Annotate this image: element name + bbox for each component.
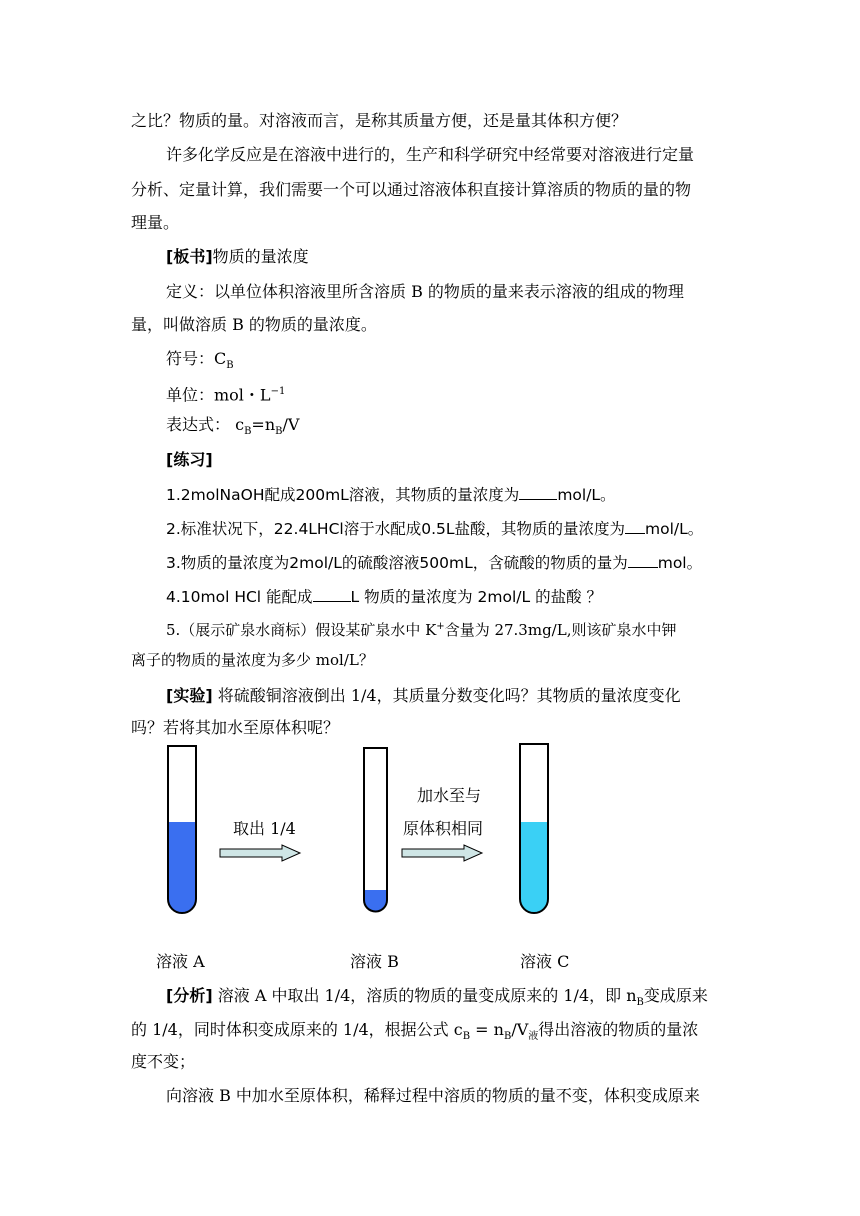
expr-sub: B [244,426,252,438]
expr-end: /V [282,415,300,434]
analysis-sub: B [462,1031,471,1043]
question-text: 3.物质的量浓度为2mol/L的硫酸溶液500mL，含硫酸的物质的量为 [166,554,628,572]
practice-tag: [练习] [166,450,213,469]
test-tube-b [364,748,387,912]
text-line: 之比？物质的量。对溶液而言，是称其质量方便，还是量其体积方便？ [131,111,628,130]
text-line: 定义：以单位体积溶液里所含溶质 B 的物质的量来表示溶液的组成的物理 [166,282,684,301]
symbol-sub: B [226,360,234,372]
tube-c-label: 溶液 C [520,952,570,971]
unit-label: 单位：mol・L [166,385,271,405]
question-text: 5.（展示矿泉水商标）假设某矿泉水中 K [166,621,437,639]
tube-a-liquid [168,822,196,913]
tube-b-label: 溶液 B [350,952,399,971]
text-line: 量，叫做溶质 B 的物质的量浓度。 [131,315,377,334]
question-text: mol。 [657,554,703,572]
experiment-tag: [实验] [166,686,213,705]
analysis-tag: [分析] [166,986,213,1005]
text-line: 理量。 [131,213,180,232]
text-line: 分析、定量计算，我们需要一个可以通过溶液体积直接计算溶质的物质的量的物 [131,180,692,199]
question-text: 4.10mol HCl 能配成 [166,588,313,606]
question-text: mol/L。 [557,486,616,504]
test-tube-a [168,746,196,913]
question-sup: + [436,621,445,632]
text-line: 离子的物质的量浓度为多少 mol/L？ [131,651,374,669]
text-line: 许多化学反应是在溶液中进行的，生产和科学研究中经常要对溶液进行定量 [166,145,695,164]
analysis-line [166,986,708,1013]
analysis-text: 得出溶液的物质的量浓 [538,1020,699,1039]
expr-sub: B [275,426,283,438]
question-text: L 物质的量浓度为 2mol/L 的盐酸 ？ [350,588,602,606]
analysis-text: 变成原来 [643,986,708,1005]
experiment-text: 将硫酸铜溶液倒出 1/4，其质量分数变化吗？其物质的量浓度变化 [212,686,681,705]
analysis-text: = n [470,1020,504,1039]
analysis-text: /V [511,1020,529,1039]
tube-a-label: 溶液 A [156,952,205,971]
question-text: 含量为 27.3mg/L,则该矿泉水中钾 [444,621,677,639]
test-tube-c [520,744,548,913]
arrow-right-icon [402,845,482,861]
expr-label: 表达式： c [166,415,245,434]
unit-sup: −1 [270,386,286,397]
analysis-text: 溶液 A 中取出 1/4，溶质的物质的量变成原来的 1/4，即 n [212,986,637,1005]
question-text: mol/L。 [645,520,704,538]
text-line: 度不变； [131,1052,196,1071]
arrow-2-label-line1: 加水至与 [417,786,482,805]
question-text: 1.2molNaOH配成200mL溶液，其物质的量浓度为 [166,486,520,504]
arrow-right-icon [220,845,300,861]
analysis-text: 的 1/4，同时体积变成原来的 1/4，根据公式 c [131,1020,463,1039]
analysis-line [131,1020,698,1047]
symbol-label: 符号：C [166,349,227,368]
text-line: 向溶液 B 中加水至原体积，稀释过程中溶质的物质的量不变，体积变成原来 [166,1086,700,1105]
analysis-sub: 液 [528,1031,539,1043]
board-text: 物质的量浓度 [212,247,309,266]
analysis-sub: B [503,1031,512,1043]
arrow-1-label: 取出 1/4 [233,819,296,838]
arrow-2-label-line2: 原体积相同 [403,819,484,838]
tube-c-liquid [520,822,548,913]
analysis-sub: B [636,997,644,1009]
question-text: 2.标准状况下，22.4LHCl溶于水配成0.5L盐酸，其物质的量浓度为 [166,520,626,538]
expr-mid: =n [251,415,276,434]
board-tag: [板书] [166,247,213,266]
text-line: 吗？若将其加水至原体积呢？ [131,718,340,737]
